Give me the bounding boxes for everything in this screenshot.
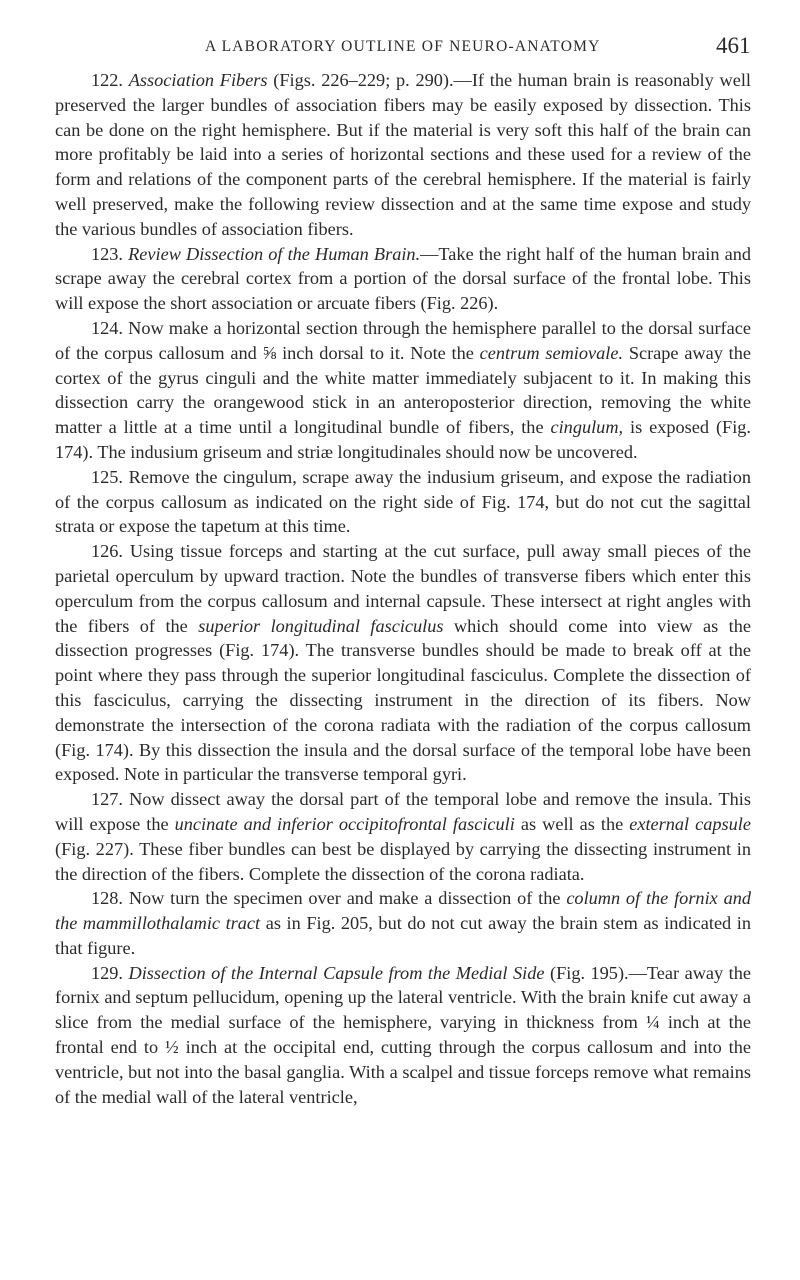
paragraph-number: 126. — [91, 541, 123, 562]
page-number: 461 — [716, 33, 751, 58]
fraction: ½ — [165, 1037, 179, 1058]
body-text — [55, 68, 751, 1109]
term-italic: centrum semiovale. — [479, 342, 624, 363]
paragraph-number: 125. — [91, 466, 123, 487]
section-title: Association Fibers — [128, 70, 268, 90]
paragraph-number: 129. — [91, 962, 123, 983]
paragraph-text: which should come into view as the dissection progresses (Fig. 174). The transverse bundles should be made to break off at the point where they pass through the superior longitudinal fasciculus. Complete the dissection of this fasciculus, carrying the dissecting instrument in the direction of its fibers. Now demonstrate the intersection of the corona radiata with the radiation of the corpus callosum (Fig. 174). By this dissection the insula and the dorsal surface of the temporal lobe have been exposed. Note in particular the transverse temporal gyri. — [55, 615, 751, 785]
paragraph-text: inch at the frontal end to — [55, 1012, 751, 1058]
term-italic: uncinate and inferior occipitofrontal fasciculi — [174, 813, 515, 834]
paragraph-text: is exposed (Fig. 174). The indusium griseum and striæ longitudinales should now be uncovered. — [55, 417, 751, 462]
page-header — [0, 34, 800, 64]
paragraph-122 — [55, 68, 751, 242]
term-italic: superior longitudinal fasciculus — [198, 615, 444, 636]
paragraph-text: —Take the right half of the human brain and scrape away the cerebral cortex from a portion of the dorsal surface of the frontal lobe. This will expose the short association or arcuate fibers (Fig. 226). — [55, 243, 751, 314]
paragraph-number: 127. — [91, 789, 123, 810]
paragraph-text: (Fig. 227). These fiber bundles can best be displayed by carrying the dissecting instrument in the direction of the fibers. Complete the dissection of the corona radiata. — [55, 838, 751, 884]
paragraph-text: Using tissue forceps and starting at the cut surface, pull away small pieces of the parietal operculum by upward traction. Note the bundles of transverse fibers which enter this operculum from the corpus callosum and internal capsule. These intersect at right angles with the fibers of the — [55, 541, 751, 636]
paragraph-text: Now make a horizontal section through the hemisphere parallel to the dorsal surface of the corpus callosum and — [55, 317, 751, 363]
term-italic: cingulum, — [550, 417, 624, 438]
fraction: ⅝ — [262, 342, 277, 363]
paragraph-text: inch dorsal to it. Note the — [282, 342, 474, 363]
term-italic: column of the fornix and the mammillothalamic tract — [55, 888, 751, 934]
fraction: ¼ — [646, 1012, 660, 1033]
paragraph-129 — [55, 961, 751, 1110]
paragraph-text: Scrape away the cortex of the gyrus cinguli and the white matter immediately subjacent to it. In making this dissection carry the orangewood stick in an anteroposterior direction, removing the white matter a little at a time until a longitudinal bundle of fibers, the — [55, 342, 751, 438]
paragraph-127 — [55, 787, 751, 886]
paragraph-128 — [55, 886, 751, 960]
running-head: A LABORATORY OUTLINE OF NEURO-ANATOMY — [205, 38, 601, 55]
paragraph-123 — [55, 242, 751, 316]
paragraph-number: 128. — [91, 888, 123, 909]
paragraph-number: 123. — [91, 243, 123, 264]
section-title: Dissection of the Internal Capsule from the Medial Side — [128, 962, 545, 983]
paragraph-text: (Fig. 195).—Tear away the fornix and septum pellucidum, opening up the lateral ventricle. With the brain knife cut away a slice from the medial surface of the hemisphere, varying in thickness from — [55, 962, 751, 1033]
paragraph-text: as in Fig. 205, but do not cut away the brain stem as indicated in that figure. — [55, 913, 751, 958]
paragraph-text: inch at the occipital end, cutting through the corpus callosum and into the ventricle, but not into the basal ganglia. With a scalpel and tissue forceps remove what remains of the medial wall of the lateral ventricle, — [55, 1037, 751, 1107]
paragraph-126 — [55, 539, 751, 787]
paragraph-text: Remove the cingulum, scrape away the indusium griseum, and expose the radiation of the corpus callosum as indicated on the right side of Fig. 174, but do not cut the sagittal strata or expose the tapetum at this time. — [55, 466, 751, 537]
paragraph-text: Now turn the specimen over and make a dissection of the — [128, 888, 561, 909]
paragraph-124 — [55, 316, 751, 465]
paragraph-text: (Figs. 226–229; p. 290).—If the human brain is reasonably well preserved the larger bundles of association fibers may be easily exposed by dissection. This can be done on the right hemisphere. But if the material is very soft this half of the brain can more profitably be laid into a series of horizontal sections and these used for a review of the form and relations of the component parts of the cerebral hemisphere. If the material is fairly well preserved, make the following review dissection and at the same time expose and study the various bundles of association fibers. — [55, 70, 751, 239]
paragraph-number: 122. — [91, 70, 123, 90]
term-italic: external capsule — [629, 813, 751, 834]
paragraph-125 — [55, 465, 751, 539]
section-title: Review Dissection of the Human Brain. — [128, 243, 421, 264]
paragraph-text: as well as the — [520, 813, 624, 834]
paragraph-number: 124. — [91, 317, 123, 338]
paragraph-text: Now dissect away the dorsal part of the temporal lobe and remove the insula. This will expose the — [55, 789, 751, 834]
